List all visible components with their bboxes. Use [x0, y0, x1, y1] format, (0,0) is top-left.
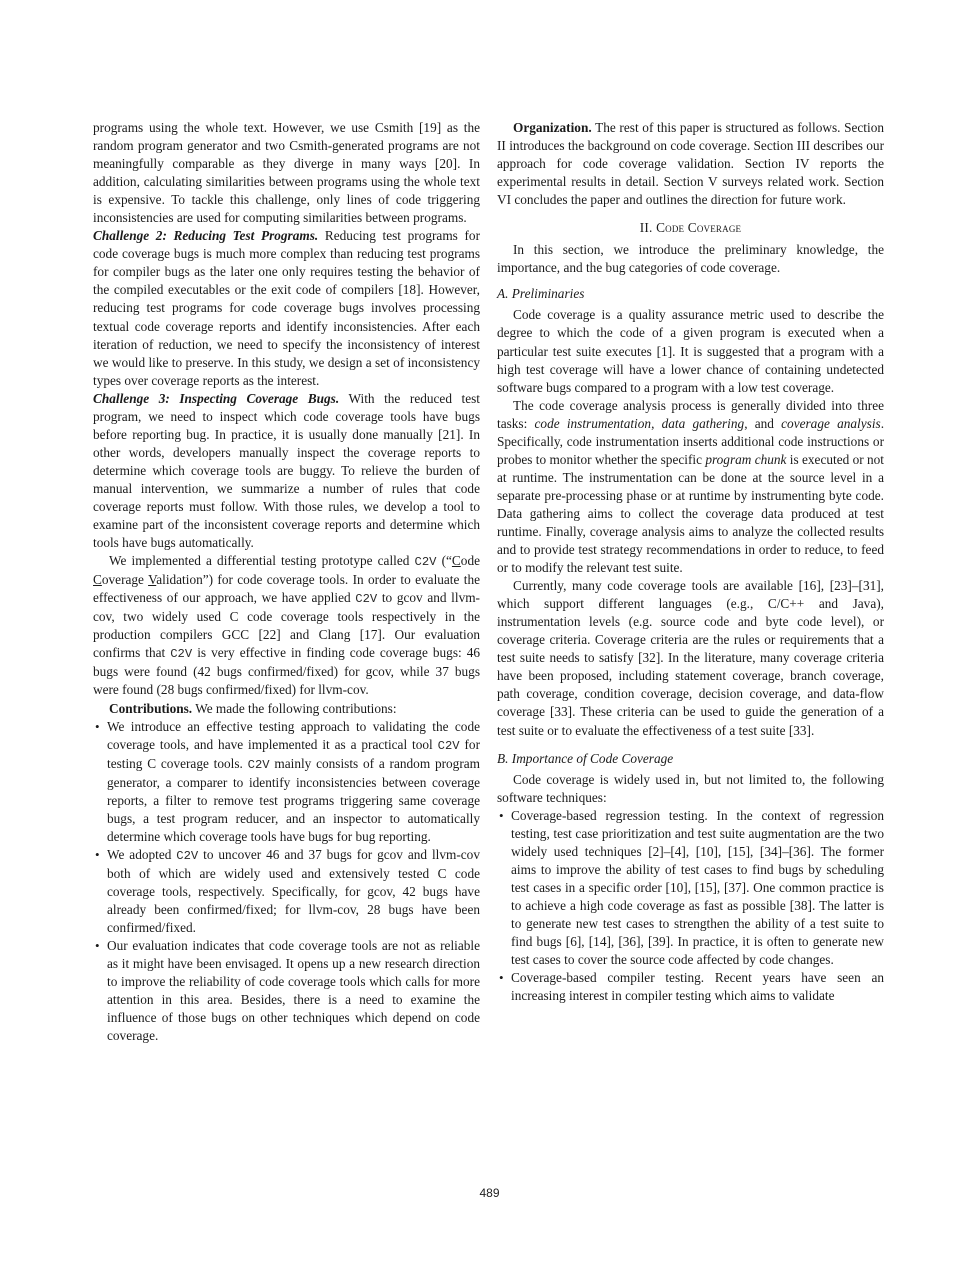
challenge-3-label: Challenge 3: Inspecting Coverage Bugs.	[93, 390, 340, 406]
section-title: Code Coverage	[656, 220, 742, 236]
contributions-list	[93, 718, 480, 1046]
impl-text-e: is very effective in finding code coverage bugs: 46 bugs were found (42 bugs confirmed/fixed) for gcov, while 37 bugs were found (28 bugs confirmed/fixed) for llvm-cov.	[93, 645, 480, 698]
paragraph-importance: Code coverage is widely used in, but not limited to, the following software techniques:	[497, 771, 884, 805]
tool-name: C2V	[247, 757, 270, 772]
paragraph-challenge-3	[93, 390, 480, 552]
pre2-text-b: . Specifically, code instrumentation inserts additional code instructions or probes to monitor whether the specific	[497, 415, 885, 467]
bullet-1-text-b: for testing C coverage tools.	[107, 736, 480, 771]
tool-name: C2V	[176, 848, 199, 863]
bullet-1-text-c: mainly consists of a random program generator, a comparer to identify inconsistencies between coverage reports, a filter to remove test programs triggering same coverage bugs, a test program reducer, and an inspector to automatically determine which coverage tools have bugs for bug reporting.	[107, 755, 480, 844]
list-item: • Coverage-based compiler testing. Recent years have seen an increasing interest in compiler testing which aims to validate	[497, 969, 884, 1005]
importance-list	[497, 807, 884, 1006]
pre2-text-c: is executed or not at runtime. The instrumentation can be done at the source level in a separate pre-processing phase or at runtime by instrumenting byte code. Data gathering aims to collect the coverage data produced at test runtime. Finally, coverage analysis aims to analyze the collected results and to provide test strategy recommendations in order to reduce, to feed or to modify the relevant test suite.	[497, 451, 884, 576]
challenge-3-text: With the reduced test program, we need to inspect which code coverage tools have bugs before reporting bug. In practice, it is usually done manually [21]. In other words, developers manually inspect the coverage reports to determine which coverage tools are buggy. To relieve the burden of manual intervention, we summarize a number of rules that code coverage reports must follow. With those rules, we develop a tool to examine part of the inconsistent coverage reports and determine which tools have bugs automatically.	[93, 390, 480, 551]
page-number: 489	[479, 1186, 500, 1200]
list-item: • Coverage-based regression testing. In the context of regression testing, test case prioritization and test suite augmentation are the two widely used techniques [2]–[4], [10], [15], [34]–[36]. The former aims to improve the ability of test cases to find bugs by scheduling test cases in a specific order [10], [15], [37]. One common practice is to achieve a high code coverage as fast as possible [38]. The latter is to generate new test cases to strengthen the ability of a test suite to find bugs [6], [14], [36], [39]. In practice, it is often to generate new test cases to cover the source code affected by code changes.	[497, 807, 884, 969]
subsection-heading-importance: B. Importance of Code Coverage	[497, 750, 674, 766]
tool-name: C2V	[170, 647, 193, 662]
acronym-code: ode	[460, 553, 480, 569]
acronym-coverage: overage	[101, 572, 149, 588]
bullet-2-text-b: to uncover 46 and 37 bugs for gcov and llvm-cov both of which are widely used and extensively tested C code coverage tools, respectively. Specifically, for gcov, 42 bugs have already been confirmed/fixed; for llvm-cov, 28 bugs have been confirmed/fixed.	[107, 846, 480, 936]
list-item: • Our evaluation indicates that code coverage tools are not as reliable as it might have been envisaged. It opens up a new research direction to improve the reliability of code coverage tools which calls for more attention in this area. Besides, there is a need to examine the influence of those bugs on other techniques which depend on code coverage.	[93, 937, 480, 1045]
bullet-1-text-a: We introduce an effective testing approach to validating the code coverage tools, and have implemented it as a practical tool	[107, 718, 480, 752]
separator: , and	[744, 415, 782, 431]
impl-text-a: We implemented a differential testing prototype called	[109, 553, 415, 569]
organization-label: Organization.	[513, 120, 592, 135]
paragraph-challenge-2	[93, 227, 480, 389]
left-column	[93, 119, 480, 1045]
impl-text-c: alidation”) for code coverage tools. In order to evaluate the effectiveness of our approach, we have applied	[93, 572, 480, 606]
impl-text-b: (“	[436, 553, 452, 569]
list-item	[93, 846, 480, 937]
term-coverage-analysis: coverage analysis	[781, 415, 881, 431]
impl-text-d: to gcov and llvm-cov, two widely used C code coverage tools respectively in the production compilers GCC [22] and Clang [17]. Our evaluation confirms that	[93, 590, 480, 661]
section-heading	[497, 219, 884, 237]
paragraph-csmith: programs using the whole text. However, we use Csmith [19] as the random program generator and two Csmith-generated programs are not meaningfully comparable as they diverge in many ways [20]. In addition, calculating similarities between programs using the whole text is expensive. To tackle this challenge, only lines of code triggering inconsistencies are used for computing similarities between programs.	[93, 120, 480, 226]
contributions-text: We made the following contributions:	[192, 700, 397, 716]
subsection-heading-preliminaries: A. Preliminaries	[497, 286, 585, 302]
acronym-c1: C	[451, 553, 461, 569]
paragraph-organization	[497, 119, 884, 209]
term-data-gathering: data gathering	[661, 415, 745, 431]
right-column	[497, 119, 884, 1005]
paragraph-contributions	[93, 700, 480, 718]
paragraph-section-intro: In this section, we introduce the preliminary knowledge, the importance, and the bug categories of code coverage.	[497, 242, 884, 276]
acronym-v: V	[148, 572, 157, 588]
contributions-label: Contributions.	[109, 700, 193, 716]
organization-text: The rest of this paper is structured as follows. Section II introduces the background on code coverage. Section III describes our approach for code coverage validation. Section IV reports the experimental results in detail. Section V surveys related work. Section VI concludes the paper and outlines the direction for future work.	[497, 120, 884, 208]
list-item	[93, 718, 480, 846]
pre2-text-a: The code coverage analysis process is generally divided into three tasks:	[497, 397, 884, 431]
acronym-c2: C	[93, 572, 102, 588]
term-code-instrumentation: code instrumentation	[534, 415, 652, 431]
challenge-2-text: Reducing test programs for code coverage bugs is much more complex than reducing test programs for compiler bugs as the later one only requires testing the behavior of the compiled executables or the exit code of compilers [18]. However, reducing test programs for code coverage bugs involves processing textual code coverage reports and identify inconsistencies. After each iteration of reduction, we need to specify the inconsistency of interest we would like to preserve. In this study, we design a set of inconsistency types over coverage reports as the interest.	[93, 228, 481, 388]
bullet-2-text-a: We adopted	[107, 846, 177, 862]
tool-name: C2V	[414, 555, 437, 570]
paragraph-preliminaries-3: Currently, many code coverage tools are available [16], [23]–[31], which support different languages (e.g., C/C++ and Java), instrumentation levels (e.g. source code and byte code level), or coverage criteria. Coverage criteria are the rules or requirements that a test suite needs to satisfy [32]. In the literature, many coverage criteria have been proposed, including statement coverage, branch coverage, path coverage, condition coverage, decision coverage, and data-flow coverage [33]. These criteria can be used to guide the generation of a test suite or to evaluate the effectiveness of a test suite [33].	[497, 578, 884, 738]
section-number: II.	[639, 220, 653, 236]
paragraph-preliminaries-1: Code coverage is a quality assurance metric used to describe the degree to which the code of a given program is executed when a particular test suite executes [1]. It is suggested that a program with a high test coverage will have a lower chance of containing undetected software bugs compared to a program with a low test coverage.	[497, 307, 884, 395]
tool-name: C2V	[355, 592, 378, 607]
paragraph-preliminaries-2	[497, 397, 884, 577]
tool-name: C2V	[437, 738, 460, 753]
term-program-chunk: program chunk	[705, 451, 787, 467]
challenge-2-label: Challenge 2: Reducing Test Programs.	[93, 228, 319, 244]
paragraph-implementation	[93, 552, 480, 699]
separator: ,	[651, 415, 662, 431]
